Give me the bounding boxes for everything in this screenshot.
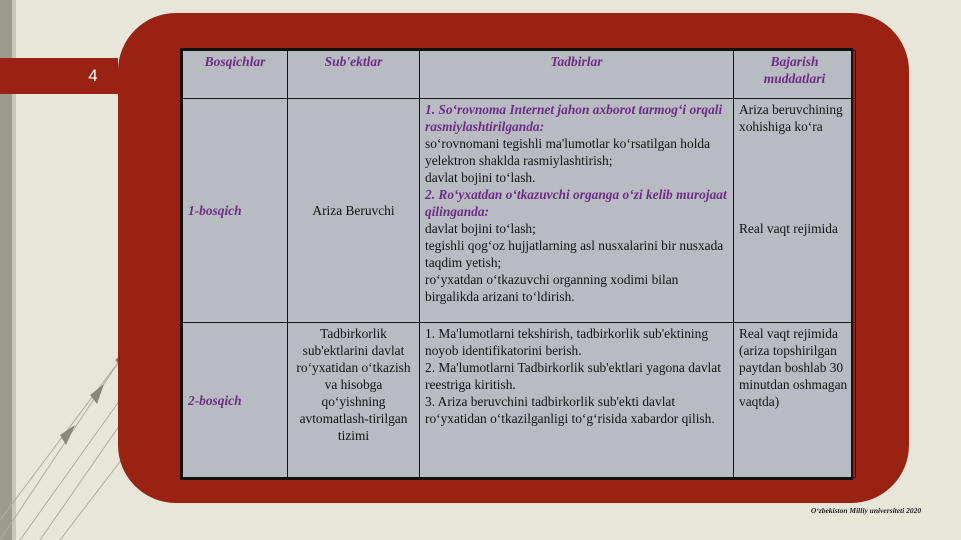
action-item: 3. Ariza beruvchini tadbirkorlik sub'ekti davlat ro‘yxatidan o‘tkazilganligi to‘g‘risida xabardor qilish. <box>425 394 715 426</box>
stage-cell: 1-bosqich <box>183 99 288 323</box>
table-header-row <box>183 51 856 99</box>
slide-number: 4 <box>88 66 98 85</box>
actions-cell <box>420 99 734 323</box>
deadline-text: Real vaqt rejimida <box>739 221 838 236</box>
stages-table <box>180 48 853 480</box>
subject-cell: Ariza Beruvchi <box>288 99 420 323</box>
actions-heading: 2. Ro‘yxatdan o‘tkazuvchi organga o‘zi kelib murojaat qilinganda: <box>425 187 727 219</box>
action-item: 2. Ma'lumotlarni Tadbirkorlik sub'ektlari yagona davlat reestriga kiritish. <box>425 360 721 392</box>
action-item: 1. Ma'lumotlarni tekshirish, tadbirkorlik sub'ektining noyob identifikatorini berish. <box>425 326 709 358</box>
footer-text: O‘zbekiston Milliy universiteti 2020 <box>810 506 922 515</box>
deadline-cell: Real vaqt rejimida (ariza topshirilgan paytdan boshlab 30 minutdan oshmagan vaqtda) <box>734 323 856 478</box>
header-subjects: Sub'ektlar <box>288 51 420 99</box>
deadline-cell <box>734 99 856 323</box>
action-item: tegishli qog‘oz hujjatlarning asl nusxalarini bir nusxada taqdim yetish; <box>425 238 724 270</box>
actions-cell <box>420 323 734 478</box>
table-row <box>183 99 856 323</box>
action-item: davlat bojini to‘lash. <box>425 170 536 185</box>
header-actions: Tadbirlar <box>420 51 734 99</box>
table-row <box>183 323 856 478</box>
action-item: ro‘yxatdan o‘tkazuvchi organning xodimi bilan birgalikda arizani to‘ldirish. <box>425 272 679 304</box>
deadline-spacer <box>739 135 850 220</box>
stage-cell: 2-bosqich <box>183 323 288 478</box>
header-stages: Bosqichlar <box>183 51 288 99</box>
deadline-text: Ariza beruvchining xohishiga ko‘ra <box>739 102 843 134</box>
action-item: davlat bojini to‘lash; <box>425 221 536 236</box>
subject-cell: Tadbirkorlik sub'ektlarini davlat ro‘yxatidan o‘tkazish va hisobga qo‘yishning avtomatlash-tirilgan tizimi <box>288 323 420 478</box>
actions-heading: 1. So‘rovnoma Internet jahon axborot tarmog‘i orqali rasmiylashtirilganda: <box>425 102 723 134</box>
header-deadlines: Bajarish muddatlari <box>734 51 856 99</box>
action-item: so‘rovnomani tegishli ma'lumotlar ko‘rsatilgan holda yelektron shaklda rasmiylashtirish; <box>425 136 711 168</box>
